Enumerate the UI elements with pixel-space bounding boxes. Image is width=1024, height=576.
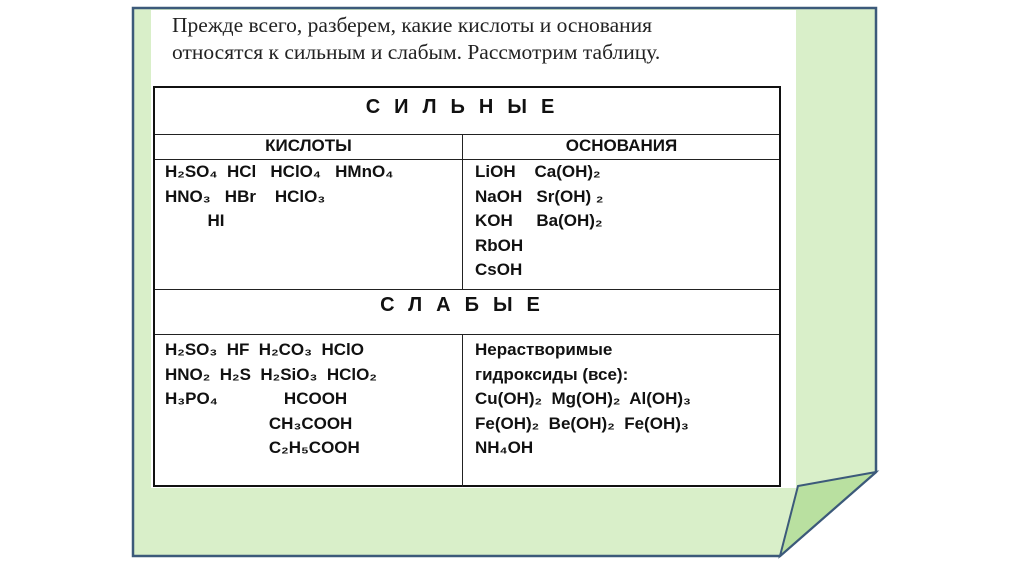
divider-strong-section xyxy=(155,289,779,290)
strong-bases-line: KOH Ba(OH)₂ xyxy=(475,211,603,230)
intro-line-1: Прежде всего, разберем, какие кислоты и основания xyxy=(172,13,653,37)
strong-bases-cell xyxy=(475,160,603,283)
intro-line-2: относятся к сильным и слабым. Рассмотрим таблицу. xyxy=(172,40,661,64)
acids-bases-table xyxy=(153,86,781,487)
weak-bases-line: гидроксиды (все): xyxy=(475,364,629,384)
strong-acids-cell xyxy=(165,160,393,234)
weak-acids-line: H₃PO₄ HCOOH xyxy=(165,389,348,408)
acids-column-header: КИСЛОТЫ xyxy=(265,136,352,155)
weak-acids-cell xyxy=(165,338,377,461)
divider-strong-title xyxy=(155,134,779,135)
weak-acids-line: HNO₂ H₂S H₂SiO₃ HClO₂ xyxy=(165,364,377,384)
weak-bases-line: Нерастворимые xyxy=(475,340,613,359)
divider-weak-title xyxy=(155,334,779,335)
weak-bases-line: Cu(OH)₂ Mg(OH)₂ Al(OH)₃ xyxy=(475,389,691,408)
strong-section-title: СИЛЬНЫЕ xyxy=(365,96,569,118)
weak-bases-cell xyxy=(475,338,691,461)
strong-bases-line: NaOH Sr(OH) ₂ xyxy=(475,186,604,206)
bases-column-header: ОСНОВАНИЯ xyxy=(565,136,678,155)
weak-bases-line: Fe(OH)₂ Be(OH)₂ Fe(OH)₃ xyxy=(475,413,689,433)
weak-section-title: СЛАБЫЕ xyxy=(380,294,554,316)
strong-bases-line: LiOH Ca(OH)₂ xyxy=(475,162,601,181)
weak-acids-line: H₂SO₃ HF H₂CO₃ HClO xyxy=(165,340,364,359)
strong-acids-line: H₂SO₄ HCl HClO₄ HMnO₄ xyxy=(165,162,394,181)
divider-weak-columns xyxy=(462,334,463,487)
strong-acids-line: HNO₃ HBr HClO₃ xyxy=(165,186,326,206)
strong-bases-line: RbOH xyxy=(475,235,524,255)
weak-acids-line: CH₃COOH xyxy=(165,413,353,433)
strong-bases-line: CsOH xyxy=(475,260,523,279)
weak-bases-line: NH₄OH xyxy=(475,438,534,457)
intro-text xyxy=(172,12,792,66)
weak-acids-line: C₂H₅COOH xyxy=(165,438,360,457)
strong-acids-line: HI xyxy=(165,211,225,230)
divider-strong-columns xyxy=(462,134,463,289)
